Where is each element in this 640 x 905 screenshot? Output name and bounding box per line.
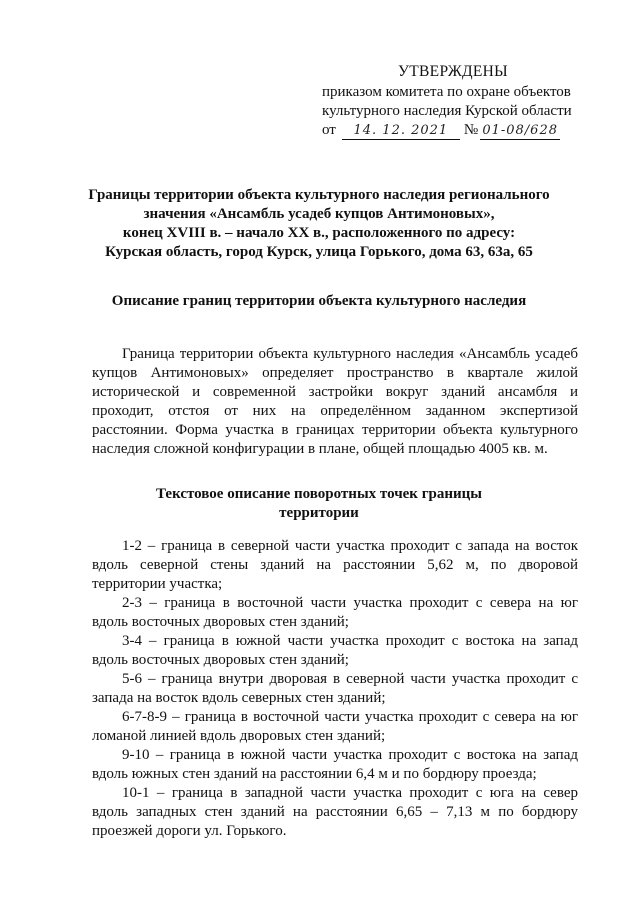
number-sign: № xyxy=(463,122,479,138)
title-line-3: конец XVIII в. – начало XX в., расположенного по адресу: xyxy=(122,225,516,241)
boundary-point-item xyxy=(92,746,578,784)
boundary-point-line: 10-1 – граница в западной части участка проходит с юга на север xyxy=(122,785,578,801)
boundary-point-item xyxy=(92,708,578,746)
boundary-point-line: 2-3 – граница в восточной части участка проходит с севера на юг xyxy=(122,595,578,611)
section-title-boundaries: Описание границ территории объекта культурного наследия xyxy=(111,293,527,309)
boundary-point-item xyxy=(92,670,578,708)
from-label: от xyxy=(322,122,336,138)
points-list xyxy=(92,537,578,841)
boundary-point-line: проезжей дороги ул. Горького. xyxy=(92,823,287,839)
intro-line: исторической и современной застройки вокруг зданий ансамбля и xyxy=(92,384,578,400)
order-reference xyxy=(322,121,592,140)
boundary-point-line: вдоль западных стен зданий на расстоянии 6,65 – 7,13 м по бордюру xyxy=(92,804,578,820)
section-title-points xyxy=(60,485,578,523)
section-title-line-1: Текстовое описание поворотных точек границы xyxy=(155,486,482,502)
boundary-point-item xyxy=(92,632,578,670)
intro-line: наследия сложной конфигурации в плане, общей площадью 4005 кв. м. xyxy=(92,441,548,457)
title-line-2: значения «Ансамбль усадеб купцов Антимоновых», xyxy=(143,206,495,222)
approval-block xyxy=(322,62,592,140)
intro-line: проходит, отстоя от них на определённом заданном экспертизой xyxy=(92,403,578,419)
boundary-point-line: 3-4 – граница в южной части участка проходит с востока на запад xyxy=(122,633,578,649)
boundary-point-line: вдоль восточных дворовых стен зданий; xyxy=(92,652,349,668)
boundary-point-line: ломаной линией вдоль дворовых стен зданий; xyxy=(92,728,386,744)
boundary-point-line: 5-6 – граница внутри дворовая в северной части участка проходит с xyxy=(122,671,578,687)
document-title xyxy=(60,186,578,262)
title-line-4: Курская область, город Курск, улица Горького, дома 63, 63а, 65 xyxy=(105,244,533,260)
boundary-point-item xyxy=(92,537,578,594)
boundary-point-line: запада на восток вдоль северных стен зданий; xyxy=(92,690,386,706)
intro-line: Граница территории объекта культурного наследия «Ансамбль усадеб xyxy=(122,346,578,362)
boundary-point-item xyxy=(92,594,578,632)
intro-line: купцов Антимоновых» определяет пространство в квартале жилой xyxy=(92,365,578,381)
title-line-1: Границы территории объекта культурного наследия регионального xyxy=(88,187,550,203)
approval-line-1: приказом комитета по охране объектов xyxy=(322,84,571,100)
order-number: 01-08/628 xyxy=(480,123,560,140)
boundary-point-line: вдоль северной стены зданий на расстоянии 5,62 м, по дворовой xyxy=(92,557,578,573)
order-date: 14. 12. 2021 xyxy=(342,123,460,140)
boundary-point-line: 6-7-8-9 – граница в восточной части участка проходит с севера на юг xyxy=(122,709,578,725)
boundary-point-line: территории участка; xyxy=(92,576,223,592)
approval-line-2: культурного наследия Курской области xyxy=(322,103,572,119)
boundary-point-line: 9-10 – граница в южной части участка проходит с востока на запад xyxy=(122,747,578,763)
boundary-point-line: 1-2 – граница в северной части участка проходит с запада на восток xyxy=(122,538,578,554)
boundary-point-item xyxy=(92,784,578,841)
intro-line: расстоянии. Форма участка в границах территории объекта культурного xyxy=(92,422,578,438)
boundary-point-line: вдоль южных стен зданий на расстоянии 6,4 м и по бордюру проезда; xyxy=(92,766,537,782)
boundary-point-line: вдоль восточных дворовых стен зданий; xyxy=(92,614,349,630)
intro-paragraph xyxy=(92,345,578,459)
approval-heading: УТВЕРЖДЕНЫ xyxy=(398,63,508,80)
section-title-line-2: территории xyxy=(279,505,359,521)
